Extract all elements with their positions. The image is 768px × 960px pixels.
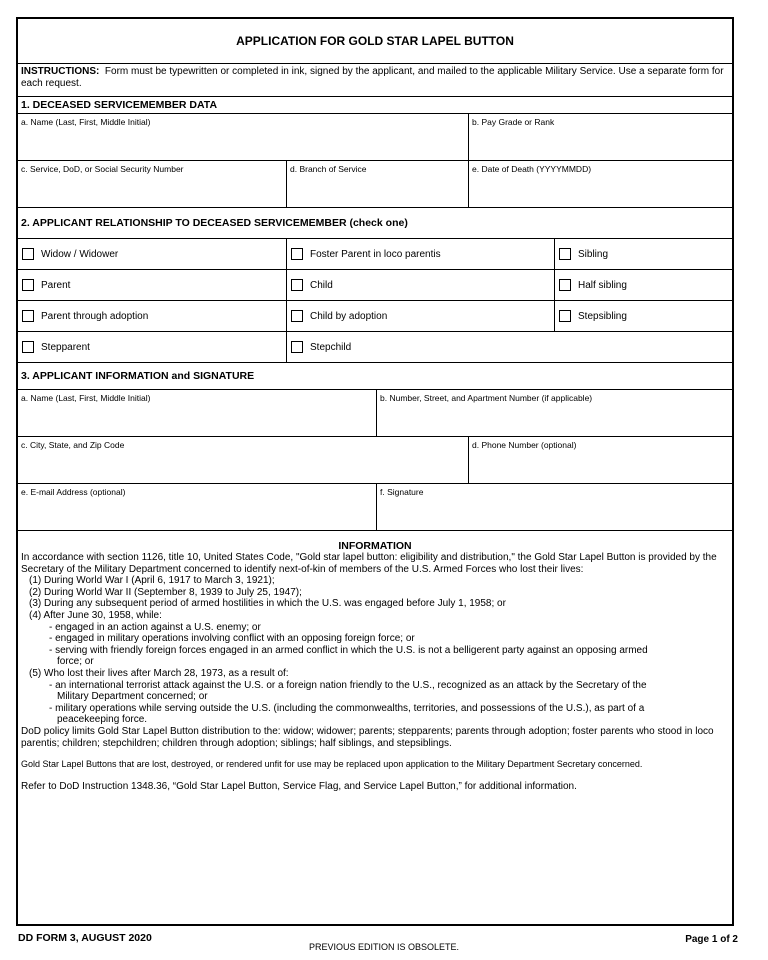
form-title: APPLICATION FOR GOLD STAR LAPEL BUTTON	[236, 34, 514, 48]
ssn-field[interactable]	[18, 161, 286, 207]
email-label: e. E-mail Address (optional)	[21, 487, 126, 497]
phone-field[interactable]	[468, 437, 732, 483]
signature-label: f. Signature	[380, 487, 424, 497]
edition-note: PREVIOUS EDITION IS OBSOLETE.	[308, 942, 460, 952]
stepsibling-label: Stepsibling	[578, 310, 627, 322]
info-item-5b-cont: peacekeeping force.	[57, 714, 148, 726]
pay-grade-label: b. Pay Grade or Rank	[472, 117, 555, 127]
instructions-label: INSTRUCTIONS:	[21, 66, 100, 77]
info-policy: DoD policy limits Gold Star Lapel Button distribution to the: widow; widower; parents; stepparents; parents through adoption; foster parents who stood in loco parentis; children; stepchildren; children through adoption; siblings; half siblings, and stepsiblings.	[21, 725, 714, 749]
stepparent-option[interactable]	[18, 332, 286, 362]
child-checkbox[interactable]	[291, 279, 303, 291]
info-item-5a: - an international terrorist attack against the U.S. or a foreign nation friendly to the U.S., recognized as an attack by the Secretary of the	[49, 679, 647, 691]
relationship-row3	[18, 301, 732, 332]
branch-label: d. Branch of Service	[290, 164, 367, 174]
city-state-zip-label: c. City, State, and Zip Code	[21, 440, 125, 450]
instructions-text: Form must be typewritten or completed in ink, signed by the applicant, and mailed to the applicable Military Service. Use a separate form for each request.	[21, 66, 724, 89]
foster-label: Foster Parent in loco parentis	[310, 248, 441, 260]
deceased-name-label: a. Name (Last, First, Middle Initial)	[21, 117, 151, 127]
info-item-4c-cont: force; or	[57, 656, 94, 668]
foster-option[interactable]	[286, 239, 554, 269]
stepparent-checkbox[interactable]	[22, 341, 34, 353]
section3-row3	[18, 484, 732, 531]
stepchild-checkbox[interactable]	[291, 341, 303, 353]
child-label: Child	[310, 279, 333, 291]
instructions	[18, 64, 732, 92]
section3-row2	[18, 437, 732, 484]
information-intro: In accordance with section 1126, title 10, United States Code, "Gold star lapel button: eligibility and distribution," the Gold Star Lapel Button is provided by the Secretary of the Military Department concerned to identify next-of-kin of members of the U.S. Armed Forces who lost their lives:	[21, 552, 717, 575]
branch-field[interactable]	[286, 161, 468, 207]
relationship-row1	[18, 239, 732, 270]
applicant-name-label: a. Name (Last, First, Middle Initial)	[21, 393, 151, 403]
child-adoption-label: Child by adoption	[310, 310, 388, 322]
info-item-4: (4) After June 30, 1958, while:	[29, 609, 162, 621]
information-section	[18, 540, 732, 792]
widow-checkbox[interactable]	[22, 248, 34, 260]
instructions-row	[18, 64, 732, 97]
widow-option[interactable]	[18, 239, 286, 269]
half-sibling-checkbox[interactable]	[559, 279, 571, 291]
info-item-4a: - engaged in an action against a U.S. enemy; or	[49, 621, 261, 633]
info-item-5: (5) Who lost their lives after March 28, 1973, as a result of:	[29, 667, 289, 679]
sibling-checkbox[interactable]	[559, 248, 571, 260]
parent-adoption-checkbox[interactable]	[22, 310, 34, 322]
stepparent-label: Stepparent	[41, 341, 90, 353]
relationship-row2	[18, 270, 732, 301]
form-id: DD FORM 3, AUGUST 2020	[18, 932, 152, 944]
section2-header: 2. APPLICANT RELATIONSHIP TO DECEASED SERVICEMEMBER (check one)	[21, 217, 408, 229]
section1-row1	[18, 114, 732, 161]
ssn-label: c. Service, DoD, or Social Security Number	[21, 164, 184, 174]
deceased-name-field[interactable]	[18, 114, 468, 160]
section2-header-row	[18, 208, 732, 239]
info-item-5a-cont: Military Department concerned; or	[57, 691, 208, 703]
info-item-1: (1) During World War I (April 6, 1917 to March 3, 1921);	[29, 575, 275, 587]
info-replace: Gold Star Lapel Buttons that are lost, destroyed, or rendered unfit for use may be replaced upon application to the Military Department Secretary concerned.	[21, 759, 643, 770]
section3-header-row	[18, 363, 732, 390]
section1-row2	[18, 161, 732, 208]
half-sibling-option[interactable]	[554, 270, 732, 300]
info-item-4b: - engaged in military operations involving conflict with an opposing foreign force; or	[49, 633, 415, 645]
parent-adoption-option[interactable]	[18, 301, 286, 331]
parent-checkbox[interactable]	[22, 279, 34, 291]
phone-label: d. Phone Number (optional)	[472, 440, 577, 450]
title-row	[18, 19, 732, 64]
section1-header-row	[18, 97, 732, 114]
section3-header: 3. APPLICANT INFORMATION and SIGNATURE	[21, 370, 255, 382]
child-option[interactable]	[286, 270, 554, 300]
stepsibling-checkbox[interactable]	[559, 310, 571, 322]
relationship-row4	[18, 332, 732, 363]
pay-grade-field[interactable]	[468, 114, 732, 160]
half-sibling-label: Half sibling	[578, 279, 627, 291]
child-adoption-option[interactable]	[286, 301, 554, 331]
foster-checkbox[interactable]	[291, 248, 303, 260]
child-adoption-checkbox[interactable]	[291, 310, 303, 322]
date-of-death-field[interactable]	[468, 161, 732, 207]
section1-header: 1. DECEASED SERVICEMEMBER DATA	[21, 99, 218, 111]
sibling-label: Sibling	[578, 248, 609, 260]
parent-adoption-label: Parent through adoption	[41, 310, 149, 322]
address-label: b. Number, Street, and Apartment Number (if applicable)	[380, 393, 593, 403]
address-field[interactable]	[376, 390, 732, 436]
info-item-3: (3) During any subsequent period of armed hostilities in which the U.S. was engaged before July 1, 1958; or	[29, 598, 506, 610]
parent-label: Parent	[41, 279, 71, 291]
info-refer: Refer to DoD Instruction 1348.36, “Gold Star Lapel Button, Service Flag, and Service Lapel Button,” for additional information.	[21, 780, 577, 792]
info-item-2: (2) During World War II (September 8, 1939 to July 25, 1947);	[29, 586, 302, 598]
info-item-4c: - serving with friendly foreign forces engaged in an armed conflict in which the U.S. is not a belligerent party against an opposing armed	[49, 644, 648, 656]
stepchild-label: Stepchild	[310, 341, 352, 353]
page-number: Page 1 of 2	[685, 934, 738, 945]
stepsibling-option[interactable]	[554, 301, 732, 331]
signature-field[interactable]	[376, 484, 732, 530]
applicant-name-field[interactable]	[18, 390, 376, 436]
email-field[interactable]	[18, 484, 376, 530]
section3-row1	[18, 390, 732, 437]
city-state-zip-field[interactable]	[18, 437, 468, 483]
stepchild-option[interactable]	[286, 332, 554, 362]
parent-option[interactable]	[18, 270, 286, 300]
sibling-option[interactable]	[554, 239, 732, 269]
info-item-5b: - military operations while serving outside the U.S. (including the commonwealths, territories, and possessions of the U.S.), as part of a	[49, 702, 645, 714]
date-of-death-label: e. Date of Death (YYYYMMDD)	[472, 164, 592, 174]
information-header: INFORMATION	[338, 540, 412, 552]
form-container	[16, 17, 734, 926]
widow-label: Widow / Widower	[41, 248, 119, 260]
